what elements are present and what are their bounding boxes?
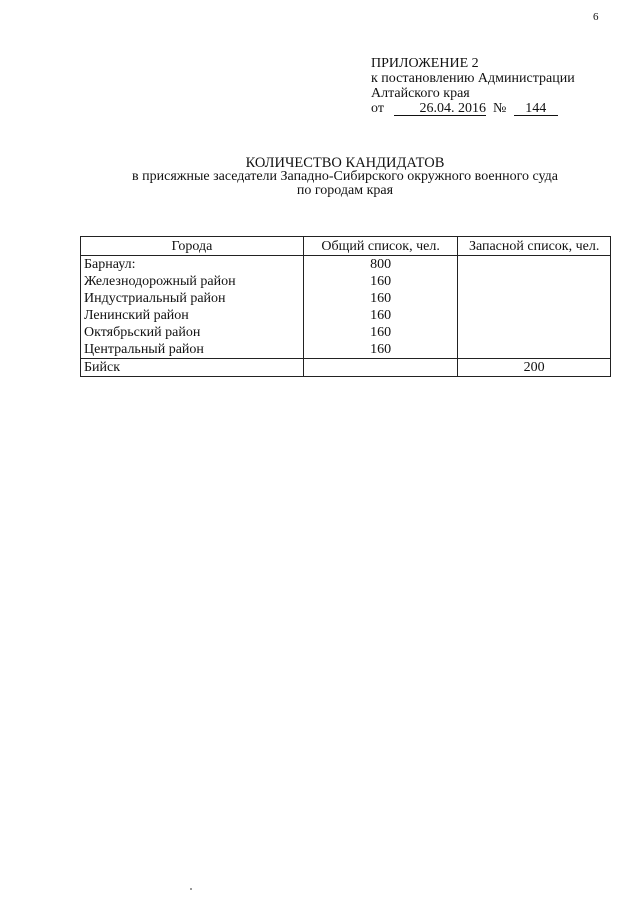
cell-reserve [458, 307, 611, 324]
table-row [81, 256, 611, 274]
cell-general [303, 359, 457, 377]
cell-city: Барнаул: [81, 256, 304, 274]
header-cities: Города [81, 237, 304, 256]
cell-general: 160 [303, 273, 457, 290]
title-subtitle-2: по городам края [296, 183, 394, 198]
cell-reserve [458, 273, 611, 290]
header-reserve-list: Запасной список, чел. [458, 237, 611, 256]
appendix-block [371, 56, 621, 116]
table-row [81, 290, 611, 307]
cell-city: Центральный район [81, 341, 304, 359]
cell-city: Железнодорожный район [81, 273, 304, 290]
cell-reserve [458, 324, 611, 341]
cell-general: 800 [303, 256, 457, 274]
table-row [81, 324, 611, 341]
appendix-resolution-line: к постановлению Администрации [371, 71, 575, 86]
cell-reserve: 200 [458, 359, 611, 377]
cell-city: Индустриальный район [81, 290, 304, 307]
cell-city: Бийск [81, 359, 304, 377]
cell-reserve [458, 341, 611, 359]
table-row [81, 273, 611, 290]
header-general-list: Общий список, чел. [303, 237, 457, 256]
cell-city: Октябрьский район [81, 324, 304, 341]
appendix-title: ПРИЛОЖЕНИЕ 2 [371, 56, 479, 71]
cell-general: 160 [303, 307, 457, 324]
cell-general: 160 [303, 290, 457, 307]
table-row [81, 341, 611, 359]
title-heading: КОЛИЧЕСТВО КАНДИДАТОВ [245, 155, 445, 171]
table-row [81, 359, 611, 377]
from-label: от [371, 101, 384, 116]
cell-reserve [458, 256, 611, 274]
appendix-region-line: Алтайского края [371, 86, 470, 101]
scan-speck [190, 888, 192, 890]
appendix-date-line [371, 101, 621, 116]
resolution-number: 144 [514, 102, 558, 116]
cell-reserve [458, 290, 611, 307]
number-label: № [492, 101, 507, 116]
cell-general: 160 [303, 341, 457, 359]
cell-general: 160 [303, 324, 457, 341]
cell-city: Ленинский район [81, 307, 304, 324]
table-header-row [81, 237, 611, 256]
title-subtitle: в присяжные заседатели Западно-Сибирского окружного военного суда [132, 169, 558, 184]
resolution-date: 26.04. 2016 [394, 102, 486, 116]
table-row [81, 307, 611, 324]
page-number: 6 [593, 11, 599, 23]
candidates-table [80, 236, 611, 377]
document-title [80, 156, 610, 198]
